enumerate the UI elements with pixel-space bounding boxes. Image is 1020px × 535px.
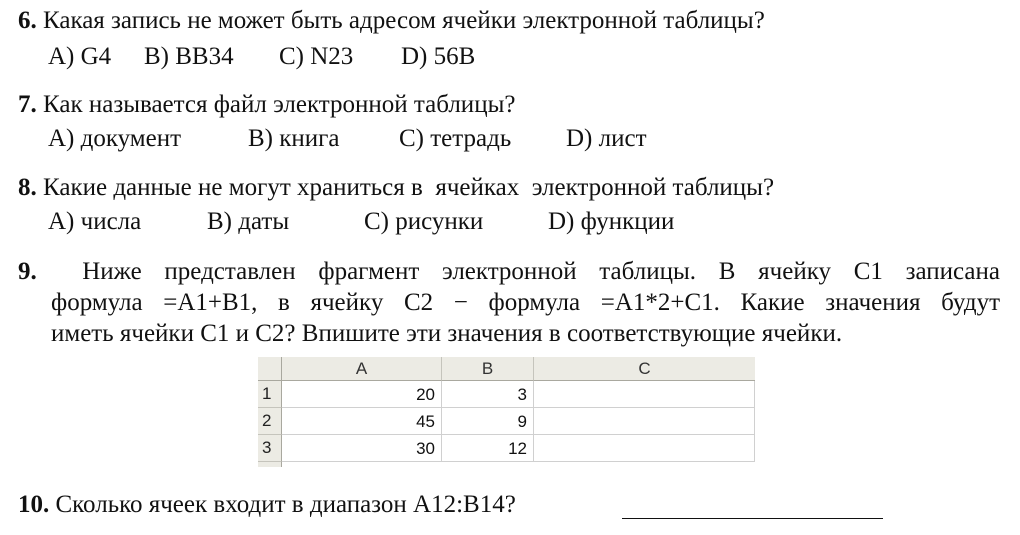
column-header-b[interactable]: B	[442, 357, 534, 381]
cell-a2[interactable]: 45	[282, 408, 442, 435]
cell-c1[interactable]	[534, 381, 755, 408]
answer-blank-line[interactable]	[622, 518, 883, 519]
question-number: 8.	[18, 174, 37, 201]
question-number: 9.	[18, 258, 37, 285]
question-9-line-3: иметь ячейки C1 и C2? Впишите эти значения в соответствующие ячейки.	[51, 320, 843, 347]
question-number: 10.	[18, 491, 50, 518]
question-number: 6.	[18, 7, 37, 34]
option-c[interactable]: C) тетрадь	[399, 125, 512, 152]
question-7	[18, 90, 515, 120]
question-10	[18, 490, 516, 520]
cell-a3[interactable]: 30	[282, 435, 442, 462]
option-c[interactable]: C) рисунки	[364, 208, 484, 235]
column-header-a[interactable]: A	[282, 357, 442, 381]
row-header-3[interactable]: 3	[258, 435, 282, 462]
option-a[interactable]: A) числа	[48, 208, 142, 235]
row-header-4	[258, 462, 282, 467]
spreadsheet-fragment	[258, 357, 755, 467]
select-all-corner[interactable]	[258, 357, 282, 381]
option-d[interactable]: D) лист	[566, 125, 647, 152]
cell-b3[interactable]: 12	[442, 435, 534, 462]
option-d[interactable]: D) функции	[548, 208, 675, 235]
cell-a1[interactable]: 20	[282, 381, 442, 408]
option-c[interactable]: C) N23	[279, 43, 354, 70]
option-d[interactable]: D) 56B	[401, 43, 476, 70]
question-6	[18, 6, 765, 36]
question-8	[18, 173, 774, 203]
cell-c2[interactable]	[534, 408, 755, 435]
question-text: Сколько ячеек входит в диапазон A12:B14?	[55, 491, 516, 518]
option-b[interactable]: B) книга	[248, 125, 340, 152]
question-text: Ниже представлен фрагмент электронной таблицы. В ячейку C1 записана	[82, 258, 1000, 285]
column-header-c[interactable]: C	[534, 357, 755, 381]
question-9	[18, 256, 1000, 349]
row-header-2[interactable]: 2	[258, 408, 282, 435]
question-text: Какие данные не могут храниться в ячейках электронной таблицы?	[43, 174, 775, 201]
option-b[interactable]: B) даты	[207, 208, 290, 235]
question-text: Какая запись не может быть адресом ячейки электронной таблицы?	[43, 7, 765, 34]
cell-c3[interactable]	[534, 435, 755, 462]
question-9-line-1	[18, 256, 1000, 287]
row-header-1[interactable]: 1	[258, 381, 282, 408]
question-9-line-2: формула =A1+B1, в ячейку C2 − формула =A1*2+C1. Какие значения будут	[51, 289, 1000, 316]
option-b[interactable]: B) BB34	[144, 43, 234, 70]
option-a[interactable]: A) G4	[48, 43, 112, 70]
cell-b2[interactable]: 9	[442, 408, 534, 435]
option-a[interactable]: A) документ	[48, 125, 182, 152]
cell-b1[interactable]: 3	[442, 381, 534, 408]
question-text: Как называется файл электронной таблицы?	[43, 91, 516, 118]
question-number: 7.	[18, 91, 37, 118]
